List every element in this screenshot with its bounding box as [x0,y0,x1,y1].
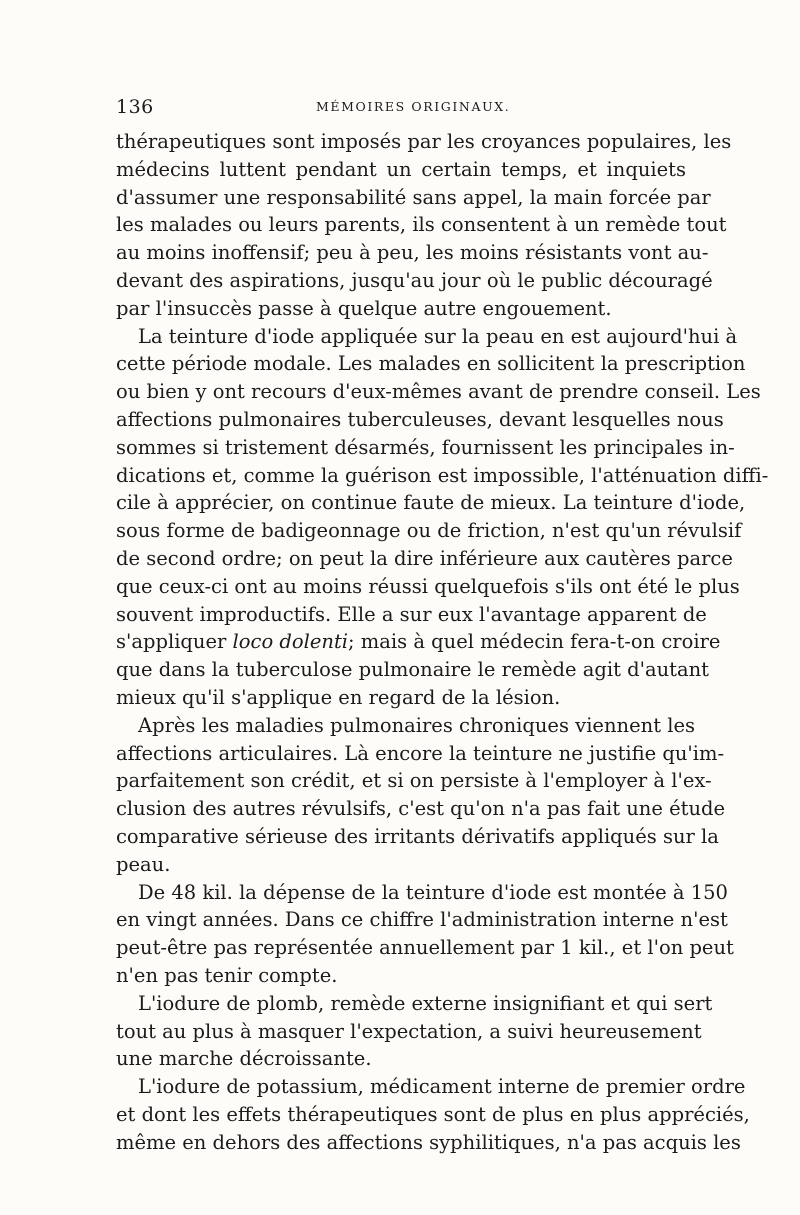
text-line: affections articulaires. Là encore la teinture ne justifie qu'im- [116,741,725,765]
text-line: peau. [116,852,171,876]
text-line: en vingt années. Dans ce chiffre l'administration interne n'est [116,908,728,932]
paragraph [116,712,726,879]
text-line: parfaitement son crédit, et si on persiste à l'employer à l'ex- [116,769,712,793]
text-line: n'en pas tenir compte. [116,963,338,987]
paragraph [116,1073,750,1156]
text-line: souvent improductifs. Elle a sur eux l'avantage apparent de [116,602,707,626]
text-line: L'iodure de plomb, remède externe insignifiant et qui sert [138,991,713,1015]
paragraph [116,879,734,990]
text-line: clusion des autres révulsifs, c'est qu'on n'a pas fait une étude [116,797,726,821]
paragraph [116,990,713,1073]
running-title: MÉMOIRES ORIGINAUX. [316,99,511,114]
text-line: Après les maladies pulmonaires chroniques viennent les [138,713,696,737]
text-line: et dont les effets thérapeutiques sont de plus en plus appréciés, [116,1102,750,1126]
text-line: ou bien y ont recours d'eux-mêmes avant de prendre conseil. Les [116,380,761,404]
text-line: que ceux-ci ont au moins réussi quelquefois s'ils ont été le plus [116,574,740,598]
paragraph [116,128,732,323]
text-line: La teinture d'iode appliquée sur la peau en est aujourd'hui à [138,324,738,348]
paragraph [116,323,769,712]
text-line: de second ordre; on peut la dire inférieure aux cautères parce [116,546,733,570]
text-line: sous forme de badigeonnage ou de friction, n'est qu'un révulsif [116,519,742,543]
text-line: thérapeutiques sont imposés par les croyances populaires, les [116,130,732,153]
page-number: 136 [116,96,154,118]
text-line: cile à apprécier, on continue faute de mieux. La teinture d'iode, [116,491,746,515]
text-line: cette période modale. Les malades en sollicitent la prescription [116,352,746,376]
text-line-italic: s'appliquer loco dolenti; mais à quel médecin fera-t-on croire [116,630,721,654]
text-line: affections pulmonaires tuberculeuses, devant lesquelles nous [116,407,724,431]
text-line: par l'insuccès passe à quelque autre engouement. [116,296,612,320]
text-line: peut-être pas représentée annuellement par 1 kil., et l'on peut [116,936,734,960]
text-line: une marche décroissante. [116,1047,372,1071]
text-line: au moins inoffensif; peu à peu, les moins résistants vont au- [116,241,709,265]
text-line: mieux qu'il s'applique en regard de la lésion. [116,685,561,709]
text-line: devant des aspirations, jusqu'au jour où le public découragé [116,268,713,292]
text-line: sommes si tristement désarmés, fournissent les principales in- [116,435,735,459]
text-line: L'iodure de potassium, médicament interne de premier ordre [138,1075,746,1099]
text-line: les malades ou leurs parents, ils consentent à un remède tout [116,213,727,237]
text-line: même en dehors des affections syphilitiques, n'a pas acquis les [116,1130,741,1154]
text-line: tout au plus à masquer l'expectation, a suivi heureusement [116,1019,702,1043]
text-line: médecins luttent pendant un certain temps, et inquiets [116,157,686,181]
running-header [116,96,696,120]
body-text [116,128,769,1156]
text-line: De 48 kil. la dépense de la teinture d'iode est montée à 150 [138,880,728,904]
text-line: d'assumer une responsabilité sans appel, la main forcée par [116,185,711,209]
text-line: dications et, comme la guérison est impossible, l'atténuation diffi- [116,463,769,487]
text-line: que dans la tuberculose pulmonaire le remède agit d'autant [116,658,709,682]
text-line: comparative sérieuse des irritants dérivatifs appliqués sur la [116,824,719,848]
